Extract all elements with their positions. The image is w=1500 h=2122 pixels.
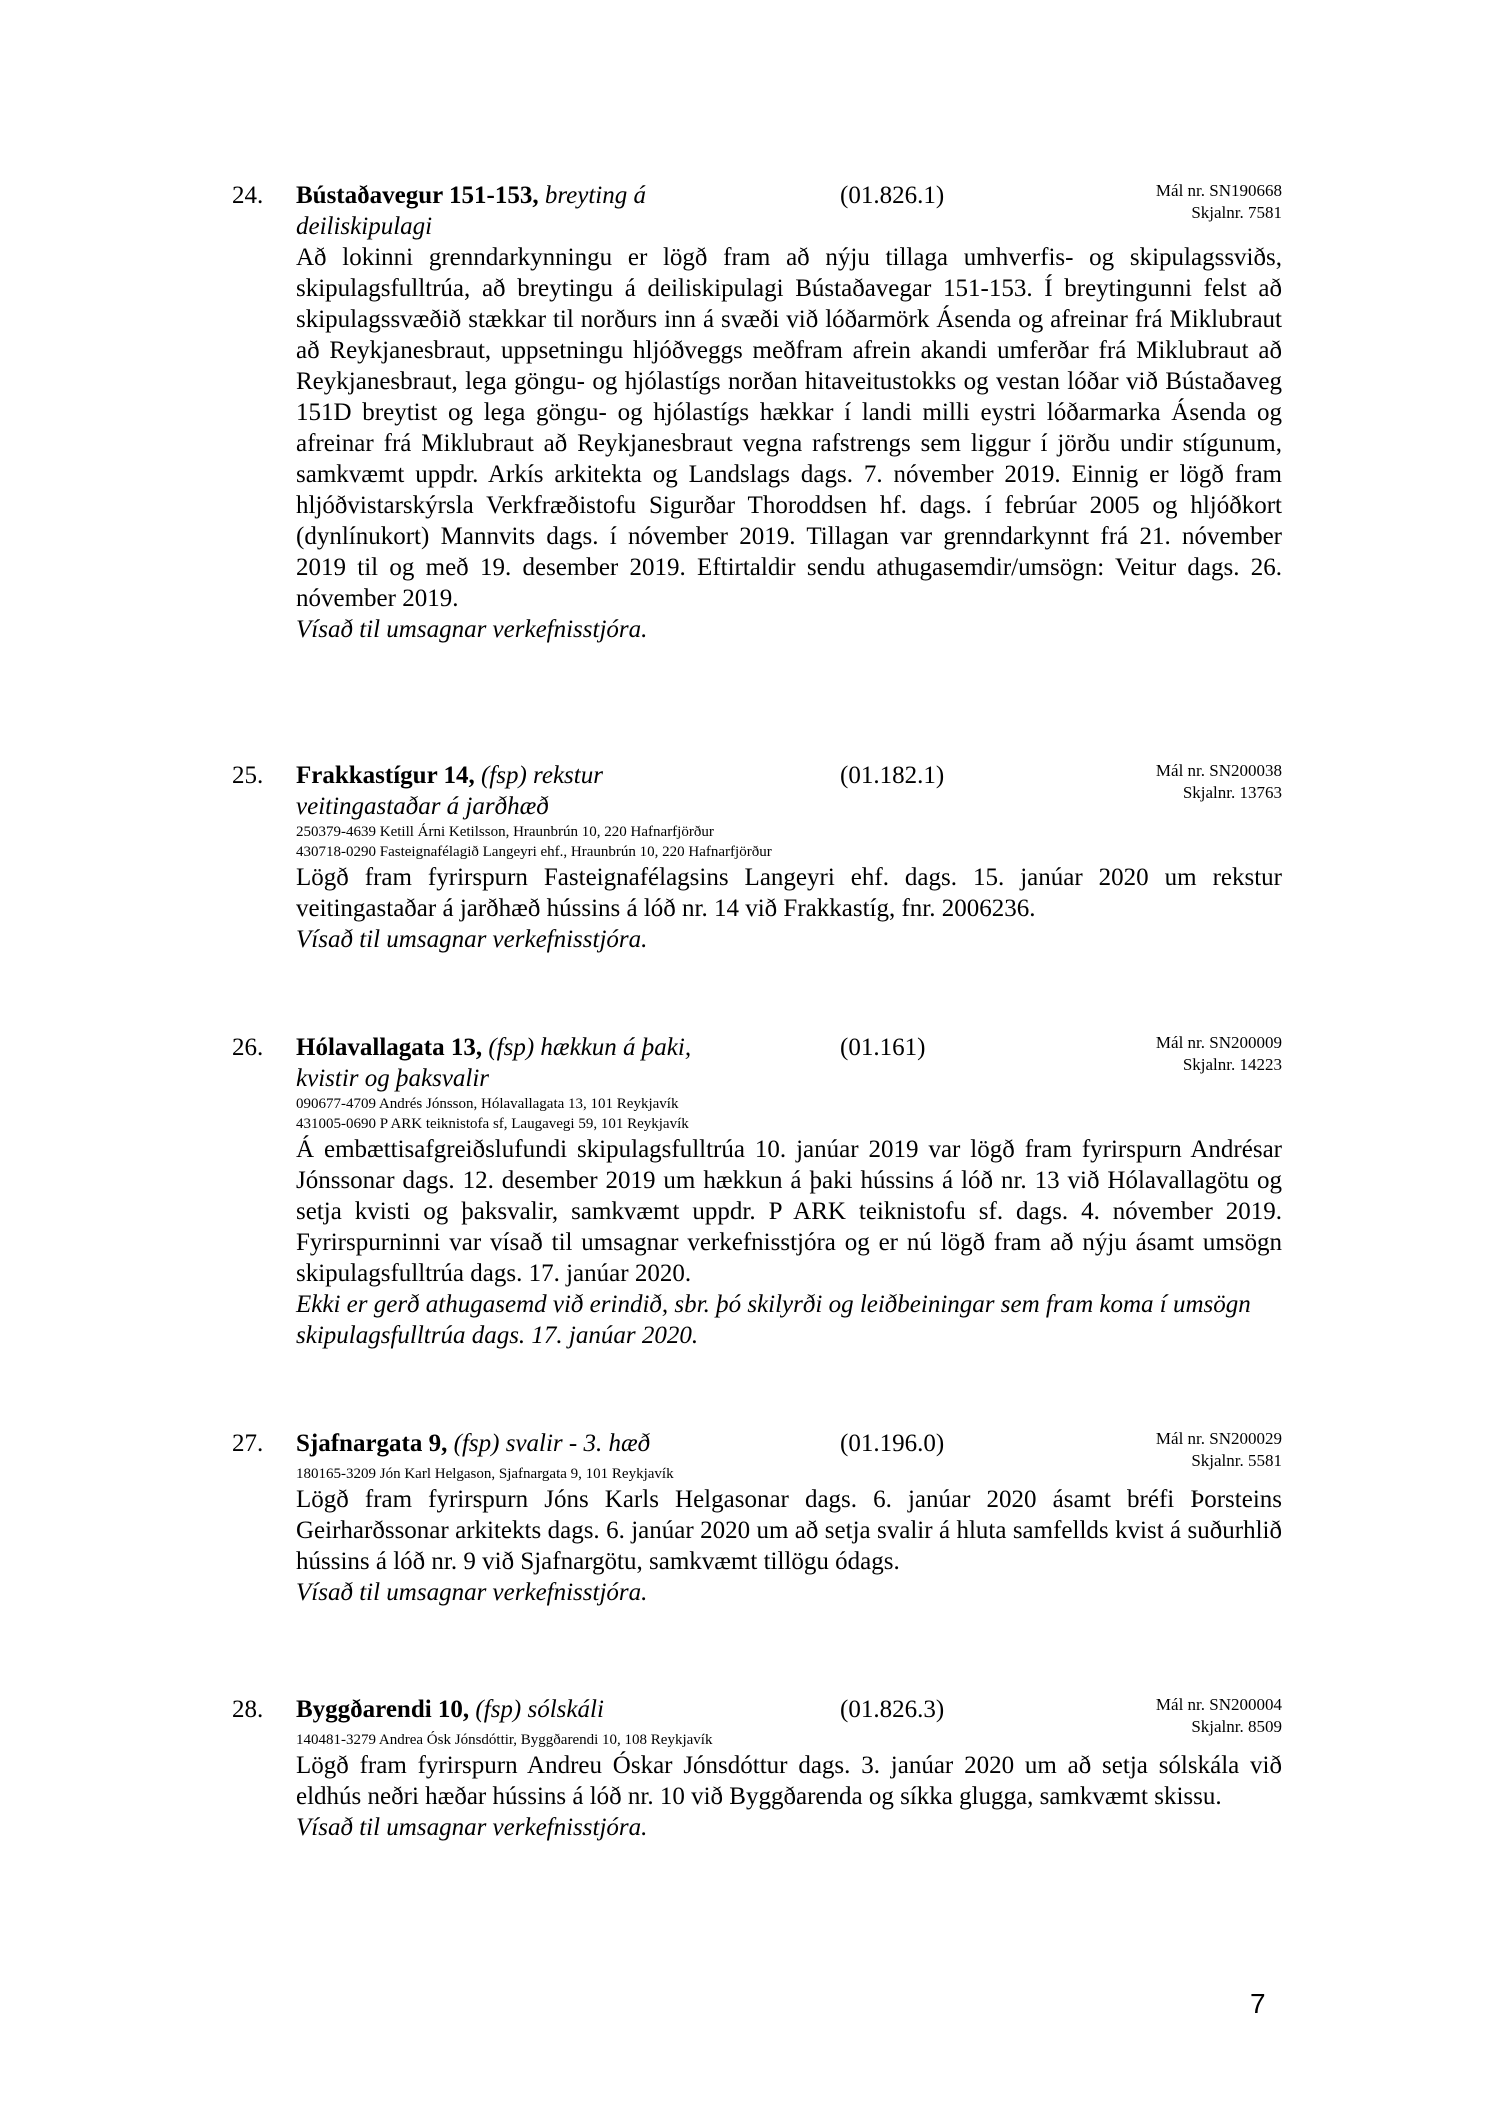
case-party: 090677-4709 Andrés Jónsson, Hólavallagata 13, 101 Reykjavík xyxy=(296,1096,679,1112)
case-subject: (fsp) hækkun á þaki, kvistir og þaksvalir xyxy=(296,1034,692,1092)
case-text: Að lokinni grenndarkynningu er lögð fram að nýju tillaga umhverfis- og skipulagssviðs, skipulagsfulltrúa, að breytingu á deiliskipulagi Bústaðavegar 151-153. Í breytingunni felst að skipulagssvæðið stækkar til norðurs inn á svæði við lóðarmörk Ásenda og afreinar frá Miklubraut að Reykjanesbraut, uppsetningu hljóðveggs meðfram afrein akandi umferðar frá Miklubraut að Reykjanesbraut, lega göngu- og hjólastígs norðan hitaveitustokks og vestan lóðar við Bústaðaveg 151D breytist og lega göngu- og hjólastígs hækkar í landi milli eystri lóðarmarka Ásenda og afreinar frá Miklubraut að Reykjanesbraut vegna rafstrengs sem liggur í jörðu undir stígunum, samkvæmt uppdr. Arkís arkitekta og Landslags dags. 7. nóvember 2019. Einnig er lögð fram hljóðvistarskýrsla Verkfræðistofu Sigurðar Thoroddsen hf. dags. í febrúar 2005 og hljóðkort (dynlínukort) Mannvits dags. í nóvember 2019. Tillagan var grenndarkynnt frá 21. nóvember 2019 til og með 19. desember 2019. Eftirtaldir sendu athugasemdir/umsögn: Veitur dags. 26. nóvember 2019. xyxy=(296,244,1282,612)
case-body xyxy=(296,1464,1282,1608)
case-body xyxy=(296,242,1282,645)
case-title xyxy=(296,1428,706,1459)
case-mal-nr: Mál nr. SN200004 xyxy=(1155,1695,1282,1714)
case-conclusion: Vísað til umsagnar verkefnisstjóra. xyxy=(296,1814,648,1841)
case-body xyxy=(296,1730,1282,1843)
case-conclusion: Vísað til umsagnar verkefnisstjóra. xyxy=(296,616,648,643)
case-subject: (fsp) rekstur veitingastaðar á jarðhæð xyxy=(296,762,603,820)
case-conclusion: Vísað til umsagnar verkefnisstjóra. xyxy=(296,926,648,953)
case-refs xyxy=(1156,180,1282,224)
case-number: 25. xyxy=(232,762,264,789)
case-address: Sjafnargata 9, xyxy=(296,1430,448,1457)
case-title xyxy=(296,760,706,822)
case-address: Frakkastígur 14, xyxy=(296,762,475,789)
case-title xyxy=(296,180,706,242)
case-text: Lögð fram fyrirspurn Andreu Óskar Jónsdóttur dags. 3. janúar 2020 um að setja sólskála við eldhús neðri hæðar hússins á lóð nr. 10 við Byggðarenda og síkka glugga, samkvæmt skissu. xyxy=(296,1752,1282,1810)
case-address: Byggðarendi 10, xyxy=(296,1696,470,1723)
case-subject: breyting á deiliskipulagi xyxy=(296,182,646,240)
case-conclusion: Ekki er gerð athugasemd við erindið, sbr. þó skilyrði og leiðbeiningar sem fram koma í umsögn skipulagsfulltrúa dags. 17. janúar 2020. xyxy=(296,1291,1251,1349)
case-title xyxy=(296,1694,706,1725)
case-body xyxy=(296,822,1282,955)
case-skjal-nr: Skjalnr. 8509 xyxy=(1191,1717,1282,1736)
case-address: Hólavallagata 13, xyxy=(296,1034,483,1061)
case-party: 250379-4639 Ketill Árni Ketilsson, Hraunbrún 10, 220 Hafnarfjörður xyxy=(296,824,714,840)
case-number: 27. xyxy=(232,1430,264,1457)
case-refs xyxy=(1156,760,1282,804)
case-code: (01.826.3) xyxy=(840,1696,945,1723)
case-title xyxy=(296,1032,706,1094)
case-subject: (fsp) svalir - 3. hæð xyxy=(453,1430,651,1457)
case-mal-nr: Mál nr. SN190668 xyxy=(1155,181,1282,200)
case-text: Lögð fram fyrirspurn Jóns Karls Helgasonar dags. 6. janúar 2020 ásamt bréfi Þorsteins Geirharðssonar arkitekts dags. 6. janúar 2020 um að setja svalir á hluta samfellds kvist á suðurhlið hússins á lóð nr. 9 við Sjafnargötu, samkvæmt tillögu ódags. xyxy=(296,1486,1282,1575)
case-code: (01.182.1) xyxy=(840,762,945,789)
case-mal-nr: Mál nr. SN200009 xyxy=(1155,1033,1282,1052)
case-subject: (fsp) sólskáli xyxy=(475,1696,604,1723)
case-party: 180165-3209 Jón Karl Helgason, Sjafnargata 9, 101 Reykjavík xyxy=(296,1466,674,1482)
case-party: 140481-3279 Andrea Ósk Jónsdóttir, Byggðarendi 10, 108 Reykjavík xyxy=(296,1732,713,1748)
case-skjal-nr: Skjalnr. 7581 xyxy=(1191,203,1282,222)
case-code: (01.826.1) xyxy=(840,182,945,209)
case-party: 430718-0290 Fasteignafélagið Langeyri ehf., Hraunbrún 10, 220 Hafnarfjörður xyxy=(296,844,772,860)
case-address: Bústaðavegur 151-153, xyxy=(296,182,539,209)
case-mal-nr: Mál nr. SN200038 xyxy=(1155,761,1282,780)
case-code: (01.196.0) xyxy=(840,1430,945,1457)
case-code: (01.161) xyxy=(840,1034,926,1061)
case-body xyxy=(296,1094,1282,1351)
case-party: 431005-0690 P ARK teiknistofa sf, Laugavegi 59, 101 Reykjavík xyxy=(296,1116,689,1132)
page-number: 7 xyxy=(1250,1988,1266,2019)
case-mal-nr: Mál nr. SN200029 xyxy=(1155,1429,1282,1448)
case-number: 26. xyxy=(232,1034,264,1061)
case-refs xyxy=(1156,1032,1282,1076)
case-number: 28. xyxy=(232,1696,264,1723)
case-text: Lögð fram fyrirspurn Fasteignafélagsins Langeyri ehf. dags. 15. janúar 2020 um rekstur veitingastaðar á jarðhæð hússins á lóð nr. 14 við Frakkastíg, fnr. 2006236. xyxy=(296,864,1282,922)
case-skjal-nr: Skjalnr. 5581 xyxy=(1191,1451,1282,1470)
case-skjal-nr: Skjalnr. 13763 xyxy=(1182,783,1282,802)
case-skjal-nr: Skjalnr. 14223 xyxy=(1182,1055,1282,1074)
case-text: Á embættisafgreiðslufundi skipulagsfulltrúa 10. janúar 2019 var lögð fram fyrirspurn Andrésar Jónssonar dags. 12. desember 2019 um hækkun á þaki hússins á lóð nr. 13 við Hólavallagötu og setja kvisti og þaksvalir, samkvæmt uppdr. P ARK teiknistofu sf. dags. 4. nóvember 2019. Fyrirspurninni var vísað til umsagnar verkefnisstjóra og er nú lögð fram að nýju ásamt umsögn skipulagsfulltrúa dags. 17. janúar 2020. xyxy=(296,1136,1282,1287)
case-number: 24. xyxy=(232,182,264,209)
case-conclusion: Vísað til umsagnar verkefnisstjóra. xyxy=(296,1579,648,1606)
